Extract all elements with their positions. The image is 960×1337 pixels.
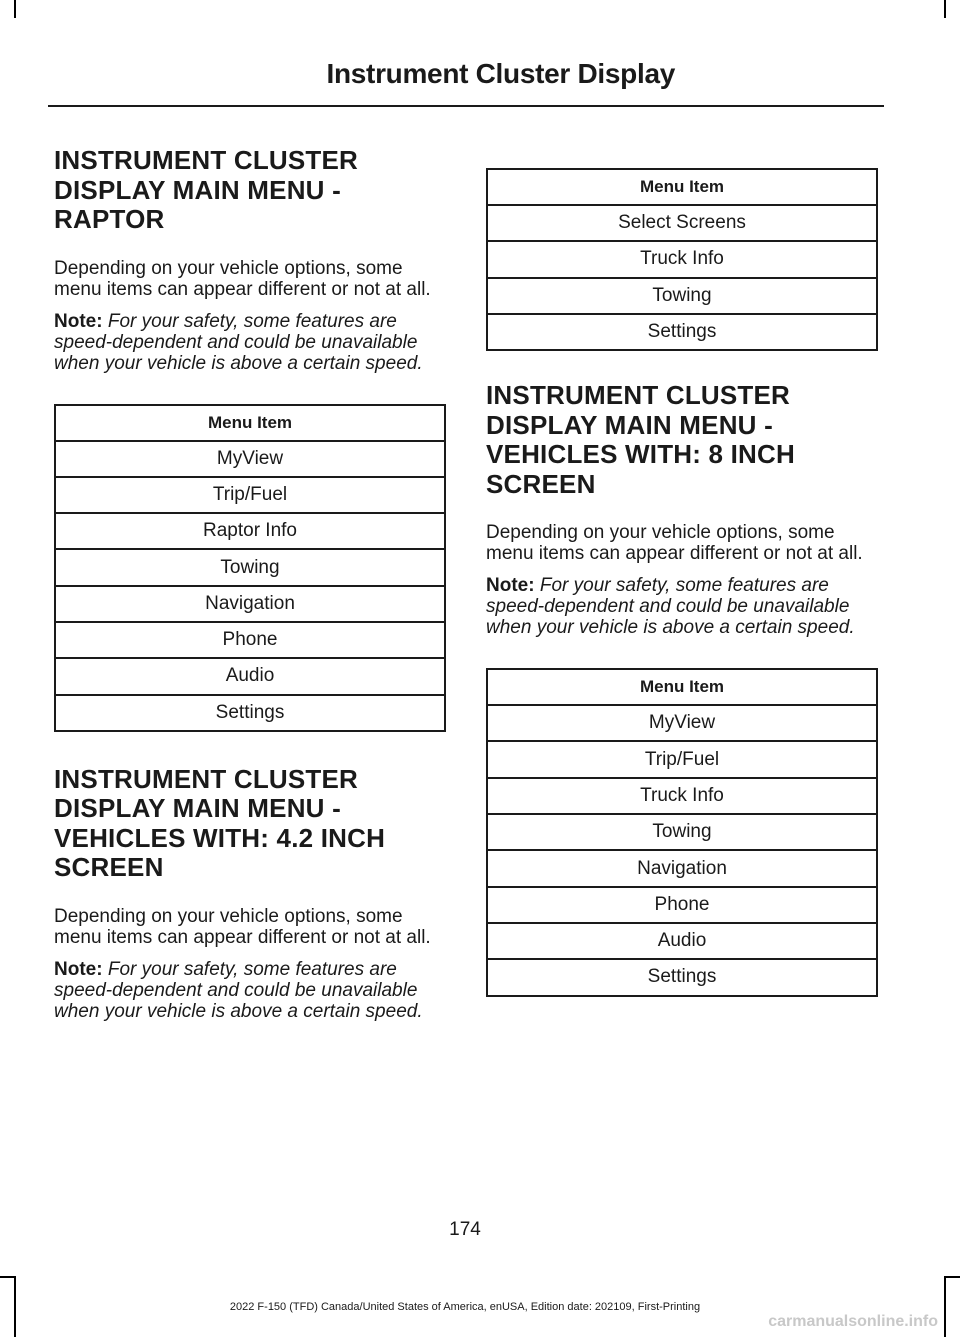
table-row — [487, 241, 877, 277]
table-row — [55, 586, 445, 622]
section-note — [54, 959, 446, 1022]
note-label: Note: — [486, 575, 535, 597]
table-cell: Select Screens — [487, 205, 877, 241]
table-cell: Navigation — [55, 586, 445, 622]
table-row — [55, 513, 445, 549]
table-row — [487, 278, 877, 314]
table-header-row — [487, 669, 877, 705]
table-cell: Phone — [487, 887, 877, 923]
table-row — [487, 814, 877, 850]
menu-item-table — [486, 168, 878, 351]
crop-mark-bottom-right — [944, 1278, 946, 1337]
section-note — [486, 575, 878, 638]
table-row — [487, 205, 877, 241]
table-row — [487, 850, 877, 886]
note-text: For your safety, some features are speed-dependent and could be unavailable when your vehicle is above a certain speed. — [486, 575, 855, 639]
note-label: Note: — [54, 310, 103, 332]
note-text: For your safety, some features are speed-dependent and could be unavailable when your vehicle is above a certain speed. — [54, 958, 423, 1022]
section-heading: INSTRUMENT CLUSTER DISPLAY MAIN MENU - VEHICLES WITH: 4.2 INCH SCREEN — [54, 763, 386, 883]
table-cell: MyView — [487, 705, 877, 741]
table-cell: Navigation — [487, 850, 877, 886]
table-row — [55, 622, 445, 658]
table-cell: Trip/Fuel — [55, 477, 445, 513]
table-header-row — [55, 405, 445, 441]
table-row — [55, 695, 445, 731]
section-intro: Depending on your vehicle options, some menu items can appear different or not at all. — [54, 257, 431, 300]
table-header: Menu Item — [487, 669, 877, 705]
table-cell: Settings — [55, 695, 445, 731]
table-row — [487, 959, 877, 995]
table-row — [55, 549, 445, 585]
table-row — [487, 314, 877, 350]
page-header-title: Instrument Cluster Display — [326, 58, 675, 89]
table-cell: Towing — [55, 549, 445, 585]
section-note — [54, 311, 446, 374]
table-cell: Trip/Fuel — [487, 741, 877, 777]
table-header-row — [487, 169, 877, 205]
section-raptor — [54, 146, 446, 732]
table-cell: Towing — [487, 814, 877, 850]
table-cell: Truck Info — [487, 241, 877, 277]
section-4-2-inch-screen — [54, 765, 446, 1022]
table-row — [487, 923, 877, 959]
menu-item-table — [486, 668, 878, 996]
table-cell: Raptor Info — [55, 513, 445, 549]
note-label: Note: — [54, 958, 103, 980]
table-cell: Truck Info — [487, 778, 877, 814]
table-row — [55, 477, 445, 513]
header-divider — [48, 105, 884, 107]
table-cell: Settings — [487, 314, 877, 350]
crop-mark-bottom-left-h — [0, 1276, 16, 1278]
right-column — [486, 168, 878, 997]
table-row — [487, 887, 877, 923]
table-row — [487, 705, 877, 741]
crop-mark-top-right — [944, 0, 946, 18]
table-row — [55, 658, 445, 694]
edition-line: 2022 F-150 (TFD) Canada/United States of America, enUSA, Edition date: 202109, First-Printing — [229, 1301, 701, 1313]
crop-mark-bottom-right-h — [944, 1276, 960, 1278]
table-row — [55, 441, 445, 477]
note-text: For your safety, some features are speed-dependent and could be unavailable when your vehicle is above a certain speed. — [54, 310, 423, 374]
section-heading: INSTRUMENT CLUSTER DISPLAY MAIN MENU - VEHICLES WITH: 8 INCH SCREEN — [486, 380, 795, 499]
menu-item-table — [54, 404, 446, 732]
table-cell: MyView — [55, 441, 445, 477]
table-cell: Settings — [487, 959, 877, 995]
section-8-inch-screen — [486, 381, 878, 996]
page-number: 174 — [449, 1219, 481, 1240]
watermark: carmanualsonline.info — [768, 1313, 938, 1330]
table-cell: Phone — [55, 622, 445, 658]
table-cell: Audio — [55, 658, 445, 694]
section-heading: INSTRUMENT CLUSTER DISPLAY MAIN MENU - RAPTOR — [54, 145, 359, 234]
table-row — [487, 778, 877, 814]
crop-mark-top-left — [14, 0, 16, 18]
table-header: Menu Item — [55, 405, 445, 441]
table-header: Menu Item — [487, 169, 877, 205]
section-intro: Depending on your vehicle options, some menu items can appear different or not at all. — [486, 522, 863, 565]
table-cell: Audio — [487, 923, 877, 959]
left-column — [54, 146, 446, 1033]
table-row — [487, 741, 877, 777]
section-intro: Depending on your vehicle options, some menu items can appear different or not at all. — [54, 905, 431, 948]
table-cell: Towing — [487, 278, 877, 314]
